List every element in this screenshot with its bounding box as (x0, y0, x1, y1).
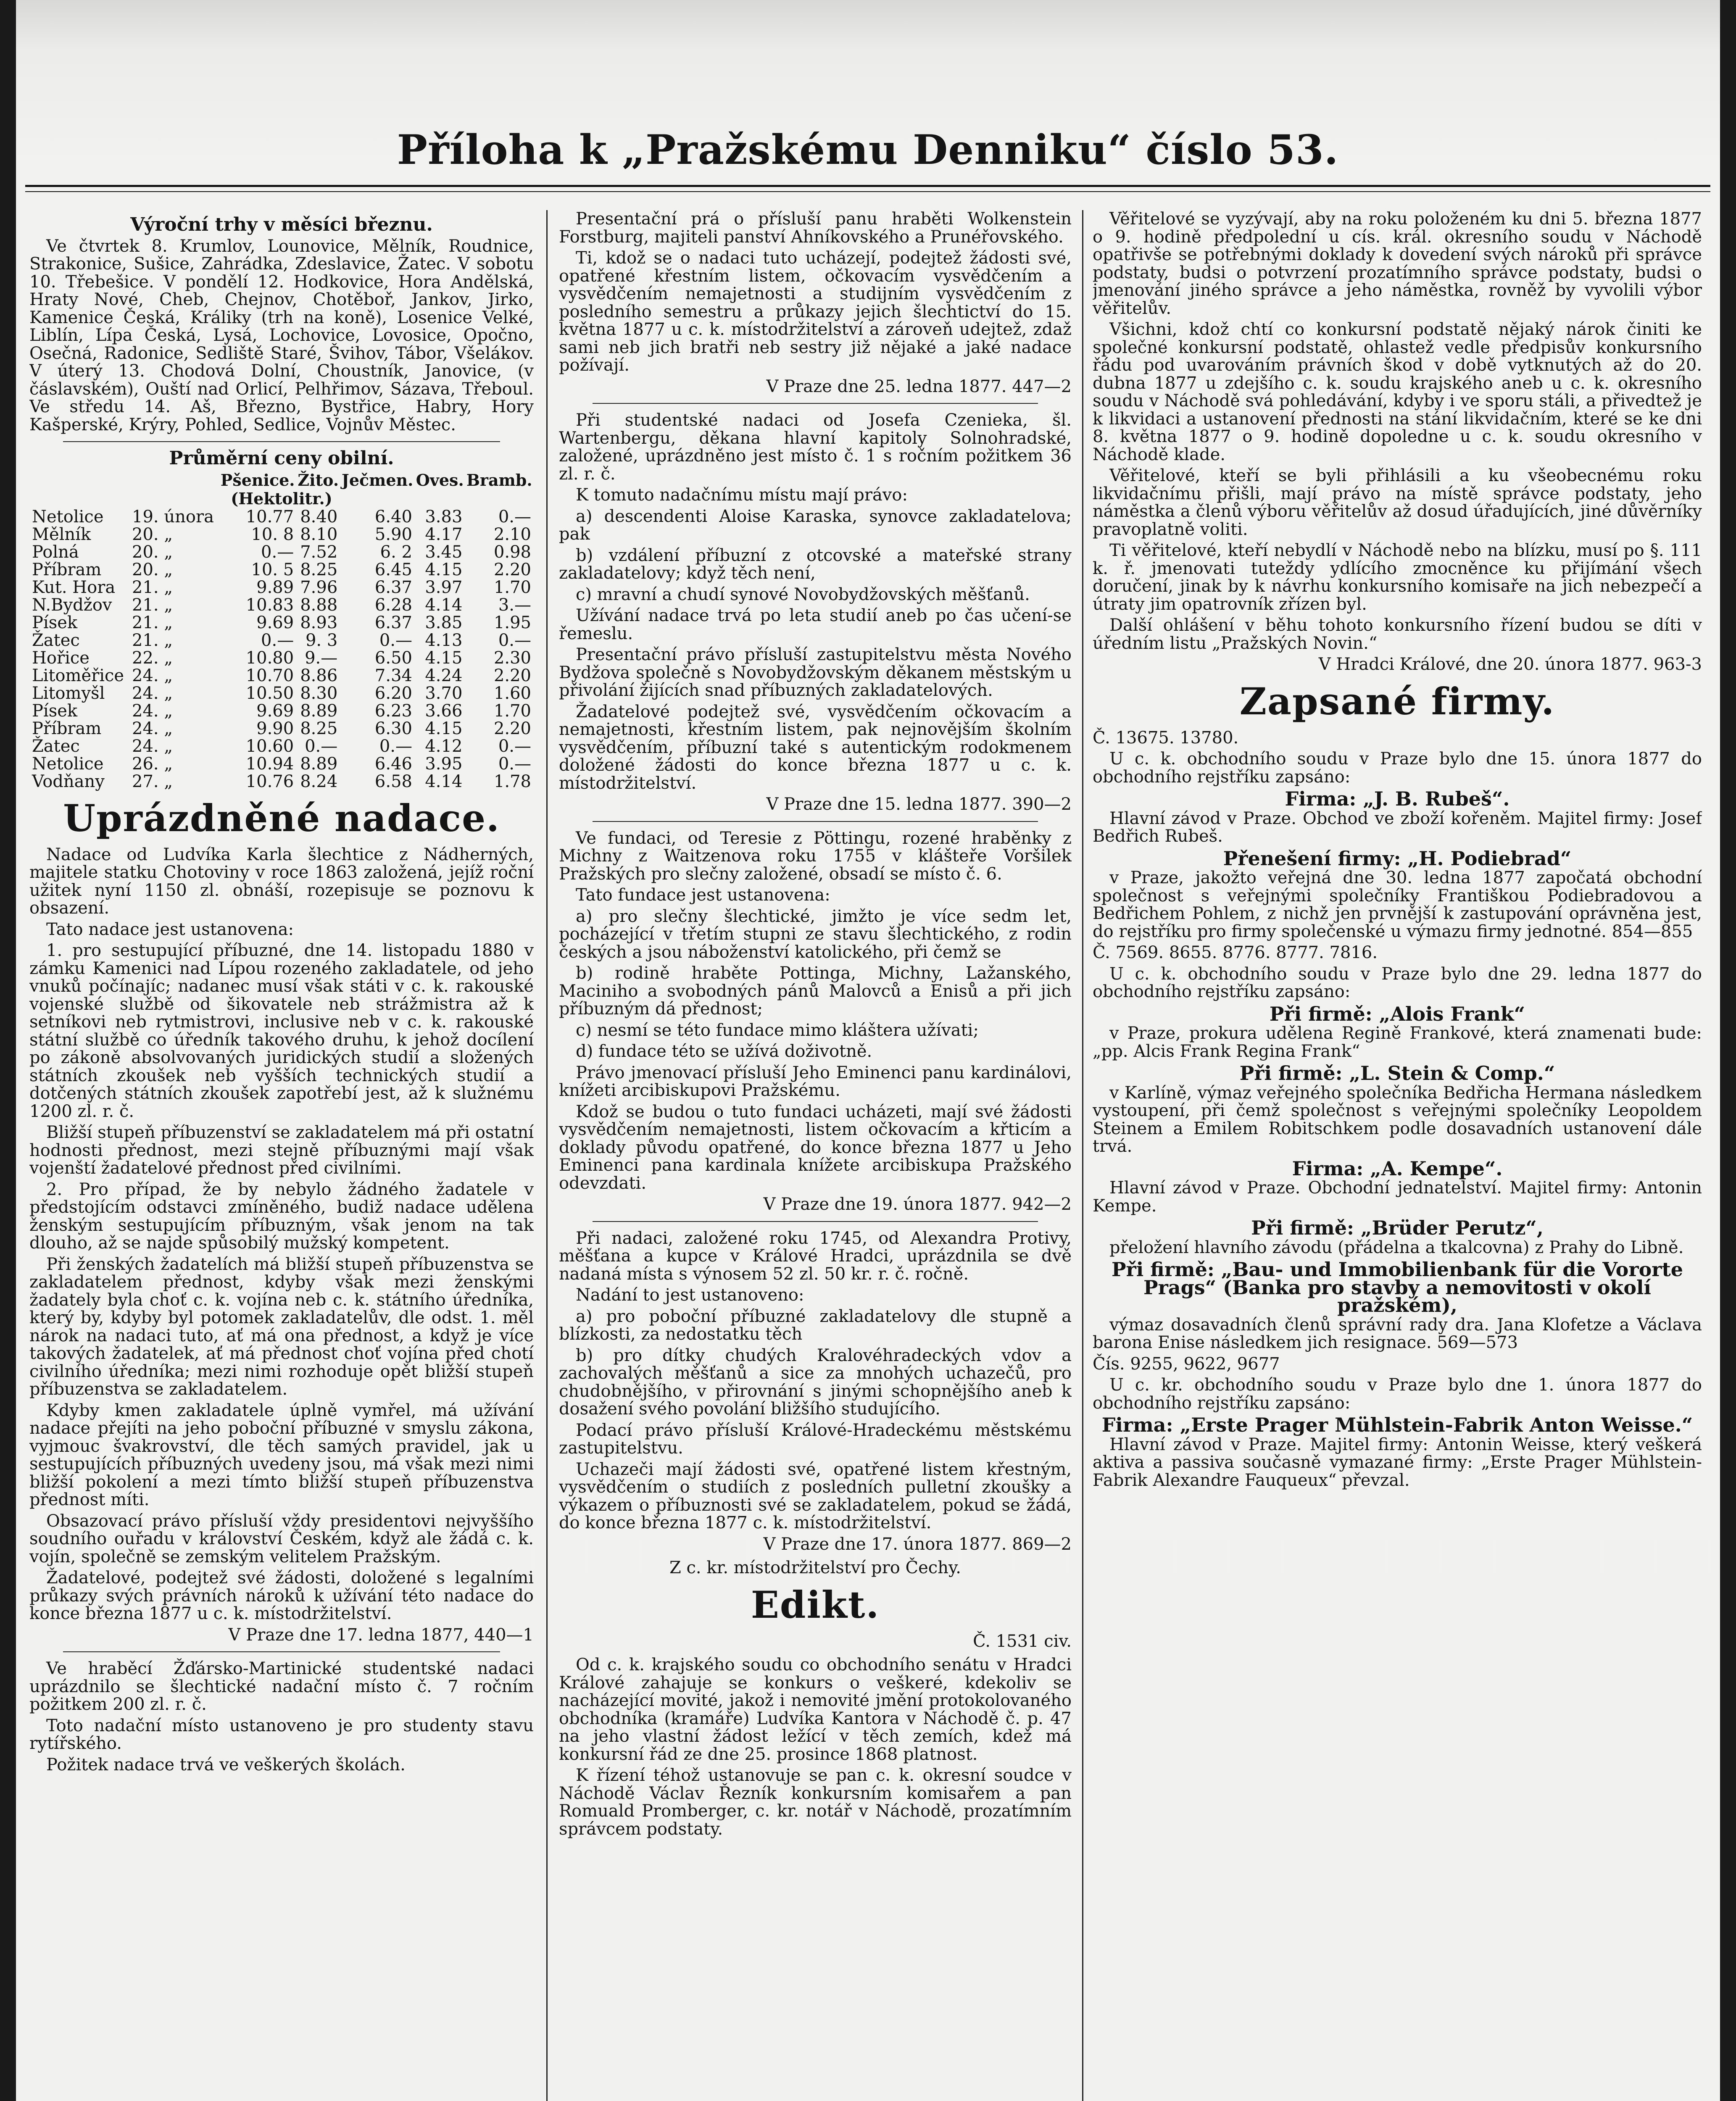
table-cell: 9.69 (256, 613, 294, 632)
table-cell: 4.15 (425, 560, 463, 579)
section-title-firmy: Zapsané firmy. (1239, 679, 1555, 723)
table-row (29, 508, 534, 526)
table-cell: Mělník (32, 524, 91, 544)
table-cell: 21. „ (132, 595, 173, 615)
table-cell: 0.— (305, 736, 338, 756)
table-cell: 3.70 (425, 683, 463, 703)
table-cell: 0.— (379, 630, 412, 650)
table-cell: 19. února (132, 507, 214, 527)
table-cell: 6.20 (374, 683, 412, 703)
signature: V Praze dne 25. ledna 1877. 447—2 (766, 376, 1072, 396)
table-cell: 0.— (261, 630, 294, 650)
table-row (29, 667, 534, 685)
scan-edge-left (0, 0, 16, 2101)
table-cell: 6. 2 (380, 542, 412, 562)
firm-name: Při firmě: „Bau- und Immobilienbank für die Vororte Prags“ (Banka pro stavby a nemovitosti v okolí pražském), (1111, 1258, 1683, 1316)
paragraph: Všichni, kdož chtí co konkursní podstatě nějaký nárok činiti ke společné konkursní podstatě, ohlastež vedle předpisův konkursního řádu pod uvarováním právních škod v době vytknutých až do 20. dubna 1877 u zdejšího c. k. soudu krajského aneb u c. k. okresního soudu v Náchodě svá pohledávání, kdyby i ve sporu stáli, a přivedtež je k likvidaci a ustanovení přednosti na stání likvidačním, které se ke dni 8. května 1877 o 9. hodině dopoledne u c. k. soudu okresního v Náchodě klade. (1093, 320, 1702, 464)
divider (63, 1651, 500, 1652)
table-cell: 9.89 (256, 577, 294, 597)
table-cell: 6.50 (374, 648, 412, 668)
table-cell: 8.40 (300, 507, 338, 527)
table-cell: 26. „ (132, 754, 173, 774)
table-cell: 1.70 (493, 577, 531, 597)
table-cell: 24. „ (132, 736, 173, 756)
table-cell: 10.83 (245, 595, 294, 615)
table-cell: 4.24 (425, 666, 463, 685)
table-cell: 2.20 (493, 719, 531, 738)
scan-edge-right (1720, 0, 1736, 2101)
table-row (29, 543, 534, 561)
section-title-nadace: Uprázdněné nadace. (63, 796, 500, 840)
signature: V Praze dne 17. ledna 1877, 440—1 (228, 1625, 534, 1645)
signature: V Praze dne 19. února 1877. 942—2 (763, 1195, 1072, 1214)
table-cell: 4.13 (425, 630, 463, 650)
table-row (29, 526, 534, 543)
paragraph: Užívání nadace trvá po leta studií aneb po čas učení-se řemeslu. (559, 606, 1072, 643)
table-cell: 10.94 (245, 754, 294, 774)
table-cell: 0.— (261, 542, 294, 562)
firm-name: Přenešení firmy: „H. Podiebrad“ (1223, 847, 1572, 870)
table-cell: 21. „ (132, 613, 173, 632)
paragraph: Toto nadační místo ustanoveno je pro studenty stavu rytířského. (29, 1716, 534, 1753)
table-row (29, 632, 534, 649)
header-rule-thin (25, 191, 1710, 192)
firm-name: Firma: „Erste Prager Mühlstein-Fabrik Anton Weisse.“ (1101, 1414, 1693, 1436)
table-row (29, 702, 534, 720)
table-cell: 8.88 (300, 595, 338, 615)
table-cell: 3.45 (425, 542, 463, 562)
paragraph: Presentační právo přísluší zastupitelstvu města Nového Bydžova společně s Novobydžovským děkanem městským u přivolání žijících snad příbuzných zakladatelových. (559, 645, 1072, 700)
firm-entry (1093, 1216, 1702, 1257)
firm-name: Při firmě: „Brüder Perutz“, (1251, 1216, 1544, 1239)
paragraph: Presentační prá o přísluší panu hraběti Wolkenstein Forstburg, majiteli panství Ahníkovského a Prunéřovského. (559, 210, 1072, 247)
column-header: Bramb. (466, 470, 532, 490)
firm-name: Při firmě: „L. Stein & Comp.“ (1239, 1062, 1555, 1085)
paragraph: Kdož se budou o tuto fundaci ucházeti, mají své žádosti vysvědčením nemajetnosti, listem očkovacím a křticím a doklady původu opatřené, do konce března 1877 u Jeho Eminenci pana kardinala knížete arcibiskupa Pražského odevzdati. (559, 1102, 1072, 1193)
divider (63, 441, 500, 442)
paragraph: d) fundace této se užívá doživotně. (576, 1042, 872, 1061)
paragraph: Při studentské nadaci od Josefa Czenieka, šl. Wartenbergu, děkana hlavní kapitoly Solnohradské, založené, uprázdněno jest místo č. 1 s ročním požitkem 36 zl. r. č. (559, 411, 1072, 484)
firm-entry (1093, 1355, 1702, 1490)
markets-text: Ve čtvrtek 8. Krumlov, Lounovice, Mělník, Roudnice, Strakonice, Sušice, Zahrádka, Zdeslavice, Žatec. V sobotu 10. Třebešice. V pondělí 12. Hodkovice, Hora Andělská, Hraty Nové, Cheb, Chejnov, Chotěboř, Jankov, Jirko, Kamenice Česká, Králiky (trh na koně), Losenice Velké, Liblín, Lípa Česká, Lysá, Lochovice, Lovosice, Opočno, Osečná, Radonice, Sedliště Staré, Švihov, Tábor, Všelákov. V úterý 13. Chodová Dolní, Choustník, Janovice, (v čáslavském), Ouští nad Orlicí, Pelhřimov, Sázava, Třeboul. Ve středu 14. Aš, Březno, Bystřice, Habry, Hory Kašperské, Krýry, Pohled, Sedlice, Vojnův Městec. (29, 236, 534, 434)
column-header (129, 471, 219, 490)
table-cell: 7.96 (300, 577, 338, 597)
firm-court-text: U c. kr. obchodního soudu v Praze bylo dne 1. února 1877 do obchodního rejstříku zapsáno: (1093, 1375, 1702, 1413)
paragraph: K tomuto nadačnímu místu mají právo: (576, 485, 908, 505)
table-cell: 0.— (379, 736, 412, 756)
paragraph: 2. Pro případ, že by nebylo žádného žadatele v předstojícím odstavci zmíněného, budiž nadace udělena ženským sestupujícím příbuzným, však jenom na tak dlouho, až se najde spůsobilý mužský kompetent. (29, 1180, 534, 1253)
table-cell: 6.30 (374, 719, 412, 738)
table-cell: 9. 3 (305, 630, 338, 650)
table-cell: 20. „ (132, 524, 173, 544)
paragraph: a) pro poboční příbuzné zakladatelovy dle stupně a blízkosti, za nedostatku těch (559, 1306, 1072, 1344)
paragraph: Při ženských žadatelích má bližší stupeň příbuzenstva se zakladatelem přednost, kdyby však mezi ženskými žadately byla choť c. k. vojína neb c. k. státního úředníka, který by, kdyby byl potomek zakladatelův, dle odst. 1. měl nárok na nadaci tuto, ať má ona přednost, a když je více takových žadatelek, ať má přednost choť vojína před chotí civilního úředníka; mezi nimi rozhoduje opět bližší stupeň příbuzenstva se zakladatelem. (29, 1254, 534, 1399)
edikt-number: Č. 1531 civ. (973, 1631, 1072, 1651)
table-cell: 8.93 (300, 613, 338, 632)
table-cell: 21. „ (132, 577, 173, 597)
firm-entry (1093, 729, 1702, 845)
table-cell: 24. „ (132, 719, 173, 738)
paragraph: Další ohlášení v běhu tohoto konkursního řízení budou se díti v úředním listu „Pražských Novin.“ (1093, 616, 1702, 653)
table-cell: 10.80 (245, 648, 294, 668)
table-cell: 0.— (498, 507, 531, 527)
paragraph: Uchazeči mají žádosti své, opatřené listem křestným, vysvědčením o studiích z posledních pulletní zkoušky a výkazem o příbuznosti své se zakladatelem, pokud se žádá, do konce března 1877 c. k. místodržitelství. (559, 1459, 1072, 1532)
table-cell: N.Bydžov (32, 595, 112, 615)
paragraph: Ve hraběcí Žďársko-Martinické studentské nadaci uprázdnilo se šlechtické nadační místo č. 7 ročním požitkem 200 zl. r. č. (29, 1659, 534, 1714)
table-cell: 8.89 (300, 701, 338, 721)
column-header: Oves. (416, 470, 464, 490)
table-cell: 21. „ (132, 630, 173, 650)
table-cell: 0.— (498, 736, 531, 756)
firm-body: přeložení hlavního závodu (přádelna a tkalcovna) z Prahy do Libně. (1109, 1237, 1684, 1257)
divider (593, 1221, 1038, 1222)
paragraph: Právo jmenovací přísluší Jeho Eminenci panu kardinálovi, knížeti arcibiskupovi Pražskému. (559, 1063, 1072, 1100)
firm-body: Hlavní závod v Praze. Obchod ve zboží kořeněm. Majitel firmy: Josef Bedřich Rubeš. (1093, 808, 1702, 846)
table-cell: 9.69 (256, 701, 294, 721)
table-row (29, 561, 534, 579)
table-cell: Netolice (32, 754, 104, 774)
paragraph: Podací právo přísluší Králové-Hradeckému městskému zastupitelstvu. (559, 1420, 1072, 1458)
table-cell: Litomyšl (32, 683, 105, 703)
table-cell: 10.50 (245, 683, 294, 703)
page-header: Příloha k „Pražskému Denniku“ číslo 53. (397, 126, 1339, 174)
table-cell: 10. 8 (251, 524, 294, 544)
column-divider-2 (1082, 210, 1083, 2101)
table-cell: 5.90 (374, 524, 412, 544)
table-cell: Litoměřice (32, 666, 124, 685)
table-cell: Netolice (32, 507, 104, 527)
column-header: Žito. (298, 470, 339, 490)
paragraph: Ti, kdož se o nadaci tuto ucházejí, podejtež žádosti své, opatřené křestním listem, očkovacím vysvědčením a vysvědčením nemajetnosti a studijním vysvědčením z posledního semestru a průkazy jejich šlechtictví do 15. května 1877 u c. k. místodržitelství a zároveň udejtež, zdaž sami neb jich bratři neb sestry již nějaké a jaké nadace požívají. (559, 248, 1072, 375)
table-cell: 6.45 (374, 560, 412, 579)
table-cell: 4.15 (425, 648, 463, 668)
divider (593, 403, 1038, 404)
table-row (29, 720, 534, 737)
table-cell: 6.37 (374, 613, 412, 632)
paragraph: Kdyby kmen zakladatele úplně vymřel, má užívání nadace přejíti na jeho poboční příbuzné v smyslu zákona, vyjmouc švakrovství, dle těch samých pravidel, jak u sestupujících příbuzných uvedeny jsou, má však mezi nimi bližší pokolení a mezi tímto bližší stupeň příbuzenstva přednost míti. (29, 1401, 534, 1509)
table-cell: 1.95 (493, 613, 531, 632)
column-3 (1093, 210, 1702, 2101)
table-cell: 6.23 (374, 701, 412, 721)
firm-body: výmaz dosavadních členů správní rady dra. Jana Klofetze a Václava barona Enise následkem jich resignace. 569—573 (1093, 1315, 1702, 1352)
firm-name: Při firmě: „Alois Frank“ (1269, 1002, 1525, 1025)
firm-entry (1093, 944, 1702, 1060)
table-cell: 2.10 (493, 524, 531, 544)
table-cell: 7.52 (300, 542, 338, 562)
firm-body: v Praze, jakožto veřejná dne 30. ledna 1877 započatá obchodní společnost s veřejnými společníky Františkou Podiebradovou a Bedřichem Pohlem, z nichž jen prvnější k zastupování oprávněna jest, do rejstříku pro firmy společenské u výmazu firmy jednotné. 854—855 (1093, 868, 1702, 941)
table-cell: Písek (32, 701, 78, 721)
table-cell: 3.— (498, 595, 531, 615)
firm-entry (1093, 1258, 1702, 1352)
table-cell: 20. „ (132, 560, 173, 579)
table-header-row (29, 471, 534, 490)
table-cell: 24. „ (132, 683, 173, 703)
table-cell: Vodňany (32, 771, 105, 791)
paragraph: a) pro slečny šlechtické, jimžto je více sedm let, pocházející v třetím stupni ze stavu šlechtického, z rodin českých a jsou náboženství katolického, při čemž se (559, 906, 1072, 962)
table-cell: Žatec (32, 736, 80, 756)
paragraph: Věřitelové, kteří se byli přihlásili a ku všeobecnému roku likvidačnímu přišli, mají právo na místě správce podstaty, jeho náměstka a členů výboru věřitelův až dosud úřadujících, jiné důvěrníky pravoplatně voliti. (1093, 466, 1702, 539)
markets-title: Výroční trhy v měsíci březnu. (130, 214, 433, 235)
table-cell: 8.30 (300, 683, 338, 703)
column-header: Pšenice. (220, 470, 295, 490)
column-header (29, 471, 129, 490)
table-cell: 6.28 (374, 595, 412, 615)
table-row (29, 649, 534, 667)
table-cell: 10.70 (245, 666, 294, 685)
paragraph: Požitek nadace trvá ve veškerých školách. (46, 1755, 406, 1775)
table-cell: 8.10 (300, 524, 338, 544)
table-cell: 10. 5 (251, 560, 294, 579)
firm-body: v Praze, prokura udělena Regině Frankové, která znamenati bude: „pp. Alcis Frank Regina Frank“ (1093, 1024, 1702, 1061)
paragraph: b) vzdálení příbuzní z otcovské a mateřské strany zakladatelovy; když těch není, (559, 545, 1072, 583)
paragraph: Věřitelové se vyzývají, aby na roku položeném ku dni 5. března 1877 o 9. hodině předpolední u cís. král. okresního soudu v Náchodě opatřivše se potřebnými doklady k dovedení svých nároků při správce podstaty, budsi o potvrzení prozatímního správce podstaty, budsi o jmenování jiného správce a jeho náměstka, rovněž by vyvolili výbor věřitelův. (1093, 210, 1702, 318)
paragraph: Ti věřitelové, kteří nebydlí v Náchodě nebo na blízku, musí po §. 111 k. ř. jmenovati tuteždy ydlícího zmocněnce ku přijímání všech doručení, jinak by k návrhu konkursního komisaře na jich nebezpečí a útraty jim opatrovník zřízen byl. (1093, 541, 1702, 614)
table-cell: 8.25 (300, 719, 338, 738)
table-cell: Polná (32, 542, 79, 562)
paragraph: Nadace od Ludvíka Karla šlechtice z Nádherných, majitele statku Chotoviny v roce 1863 založená, jejíž roční užitek nyní 1150 zl. obnáší, rozepisuje se poznovu k obsazení. (29, 845, 534, 918)
table-cell: 2.30 (493, 648, 531, 668)
table-cell: 9.— (305, 648, 338, 668)
paragraph: K řízení téhož ustanovuje se pan c. k. okresní soudce v Náchodě Václav Řezník konkursním komisařem a pan Romuald Promberger, c. kr. notář v Náchodě, prozatímním správcem podstaty. (559, 1766, 1072, 1839)
table-cell: Kut. Hora (32, 577, 116, 597)
firm-body: Hlavní závod v Praze. Majitel firmy: Antonin Weisse, který veškerá aktiva a passiva současně vymazané firmy: „Erste Prager Mühlstein-Fabrik Alexandre Fauqueux“ převzal. (1093, 1435, 1702, 1490)
firm-court-text: U c. k. obchodního soudu v Praze bylo dne 29. ledna 1877 do obchodního rejstříku zapsáno: (1093, 964, 1702, 1001)
table-cell: 6.40 (374, 507, 412, 527)
table-cell: Příbram (32, 719, 102, 738)
paragraph: Bližší stupeň příbuzenství se zakladatelem má při ostatní hodnosti přednost, mezi stejně příbuznými mají však vojenští žadatelové přednost před civilními. (29, 1123, 534, 1178)
table-cell: 22. „ (132, 648, 173, 668)
firm-number: Č. 7569. 8655. 8776. 8777. 7816. (1093, 943, 1378, 962)
table-cell: 9.90 (256, 719, 294, 738)
prices-title: Průměrní ceny obilní. (169, 448, 394, 469)
table-row (29, 614, 534, 632)
column-header: Ječmen. (341, 470, 414, 490)
firm-name: Firma: „J. B. Rubeš“. (1285, 787, 1510, 810)
paragraph: b) rodině hraběte Pottinga, Michny, Lažanského, Maciniho a svobodných pánů Malovců a Enisů a při jich příbuzným dá přednost; (559, 964, 1072, 1019)
paragraph: Obsazovací právo přísluší vždy presidentovi nejvyššího soudního ouřadu v království Českém, když ale žádá c. k. vojín, společně se zemským velitelem Pražským. (29, 1511, 534, 1567)
paragraph: c) nesmí se této fundace mimo kláštera užívati; (576, 1020, 979, 1040)
table-row (29, 685, 534, 702)
table-cell: 2.20 (493, 560, 531, 579)
table-cell: 0.— (498, 630, 531, 650)
signature: V Hradci Králové, dne 20. února 1877. 963-3 (1318, 655, 1702, 674)
divider (593, 821, 1038, 822)
table-cell: 7.34 (374, 666, 412, 685)
column-divider-1 (546, 210, 548, 2101)
signature: V Praze dne 15. ledna 1877. 390—2 (766, 795, 1072, 814)
firm-number: Čís. 9255, 9622, 9677 (1093, 1354, 1280, 1374)
table-cell: 4.12 (425, 736, 463, 756)
table-cell: 8.24 (300, 771, 338, 791)
table-row (29, 579, 534, 596)
table-cell: 10.60 (245, 736, 294, 756)
table-unit-row (29, 490, 534, 508)
paragraph: Žadatelové podejtež své, vysvědčením očkovacím a nemajetnosti, křestním listem, pak nejnovějším školním vysvědčením, příbuzní také s autentickým rodokmenem doložené žádosti do konce března 1877 u c. k. místodržitelství. (559, 702, 1072, 793)
table-cell: 1.70 (493, 701, 531, 721)
table-cell: 4.17 (425, 524, 463, 544)
table-cell: 4.15 (425, 719, 463, 738)
table-cell: 24. „ (132, 701, 173, 721)
column-2 (559, 210, 1072, 2101)
paragraph: Nadání to jest ustanoveno: (576, 1285, 804, 1305)
table-cell: 0.98 (493, 542, 531, 562)
table-cell: Žatec (32, 630, 80, 650)
paragraph: 1. pro sestupující příbuzné, dne 14. listopadu 1880 v zámku Kamenici nad Lípou rozeného zakladatele, od jeho vnuků počínajíc; nadanec musí však státi v c. k. rakouské vojenské službě od šikovatele neb strážmistra až k setníkovi neb rytmistrovi, inclusive neb v c. k. rakouské státní službě co úředník takového druhu, k jehož docílení po zákoně absolvovaných juridických studií a složených státních zkoušek neb vyšších technických studií a dotčených státních zkoušek zapotřebí jest, až k služnému 1200 zl. r. č. (29, 941, 534, 1121)
table-row (29, 773, 534, 790)
paragraph: c) mravní a chudí synové Novobydžovských měšťanů. (576, 584, 1030, 604)
table-cell: 1.78 (493, 771, 531, 791)
table-cell: 24. „ (132, 666, 173, 685)
paragraph: Při nadaci, založené roku 1745, od Alexandra Protivy, měšťana a kupce v Králové Hradci, uprázdnila se dvě nadaná místa s výnosem 52 zl. 50 kr. r. č. ročně. (559, 1228, 1072, 1284)
paragraph: b) pro dítky chudých Kralovéhradeckých vdov a zachovalých měšťanů a sice za mnohých uchazečů, pro chudobnějšího, v přirovnání s jinými schopnějšího aneb k dosažení svého povolání bližšího studujícího. (559, 1345, 1072, 1419)
section-title-edikt: Edikt. (751, 1582, 880, 1627)
table-cell: 6.37 (374, 577, 412, 597)
firm-body: v Karlíně, výmaz veřejného společníka Bedřicha Hermana následkem vystoupení, při čemž společnost s veřejnými společníky Leopoldem Steinem a Emilem Robitschkem podle dosavadních ustanovení dále trvá. (1093, 1083, 1702, 1156)
firm-number: Č. 13675. 13780. (1093, 728, 1239, 748)
table-cell: Příbram (32, 560, 102, 579)
paragraph: Žadatelové, podejtež své žádosti, doložené s legalními průkazy svých právních nároků k užívání této nadace do konce března 1877 u c. k. místodržitelství. (29, 1568, 534, 1623)
table-cell: 3.95 (425, 754, 463, 774)
paragraph: Tato nadace jest ustanovena: (46, 919, 294, 939)
firm-name: Firma: „A. Kempe“. (1292, 1157, 1503, 1180)
firm-court-text: U c. k. obchodního soudu v Praze bylo dne 15. února 1877 do obchodního rejstříku zapsáno: (1093, 749, 1702, 787)
table-cell: 0.— (498, 754, 531, 774)
signature: V Praze dne 17. února 1877. 869—2 (763, 1534, 1072, 1554)
table-cell: 1.60 (493, 683, 531, 703)
table-cell: 4.14 (425, 595, 463, 615)
column-1 (29, 210, 534, 2101)
signature-office: Z c. kr. místodržitelství pro Čechy. (669, 1558, 961, 1577)
table-cell: 8.25 (300, 560, 338, 579)
table-cell: 10.77 (245, 507, 294, 527)
firm-entry (1093, 1157, 1702, 1216)
table-cell: 4.14 (425, 771, 463, 791)
table-cell: 20. „ (132, 542, 173, 562)
table-cell: 10.76 (245, 771, 294, 791)
prices-table (29, 471, 534, 790)
paragraph: Tato fundace jest ustanovena: (576, 885, 830, 905)
paragraph: a) descendenti Aloise Karaska, synovce zakladatelova; pak (559, 506, 1072, 544)
table-row (29, 737, 534, 755)
table-cell: 3.83 (425, 507, 463, 527)
table-cell: 8.86 (300, 666, 338, 685)
table-cell: 27. „ (132, 771, 173, 791)
paragraph: Ve fundaci, od Teresie z Pöttingu, rozené hraběnky z Michny z Waitzenova roku 1755 v klášteře Voršilek Pražských pro slečny založené, obsadí se místo č. 6. (559, 828, 1072, 884)
table-cell: 6.46 (374, 754, 412, 774)
table-cell: Hořice (32, 648, 90, 668)
table-cell: 8.89 (300, 754, 338, 774)
table-cell: 2.20 (493, 666, 531, 685)
table-cell: 6.58 (374, 771, 412, 791)
firm-body: Hlavní závod v Praze. Obchodní jednatelství. Majitel firmy: Antonin Kempe. (1093, 1178, 1702, 1216)
table-cell: 3.66 (425, 701, 463, 721)
paragraph: Od c. k. krajského soudu co obchodního senátu v Hradci Králové zahajuje se konkurs o veškeré, kdekoliv se nacházející movité, jakož i nemovité jmění protokolovaného obchodníka (kramáře) Ludvíka Kantora v Náchodě č. p. 47 na jeho vlastní žádost ležící v těch zemích, kdež má konkursní řád ze dne 25. prosince 1868 platnost. (559, 1655, 1072, 1764)
table-row (29, 596, 534, 614)
table-cell: 3.85 (425, 613, 463, 632)
header-rule (25, 185, 1710, 187)
firm-entry (1093, 847, 1702, 941)
table-row (29, 755, 534, 773)
firm-entry (1093, 1064, 1702, 1156)
table-cell: Písek (32, 613, 78, 632)
table-cell: 3.97 (425, 577, 463, 597)
unit-label: (Hektolitr.) (231, 489, 332, 508)
